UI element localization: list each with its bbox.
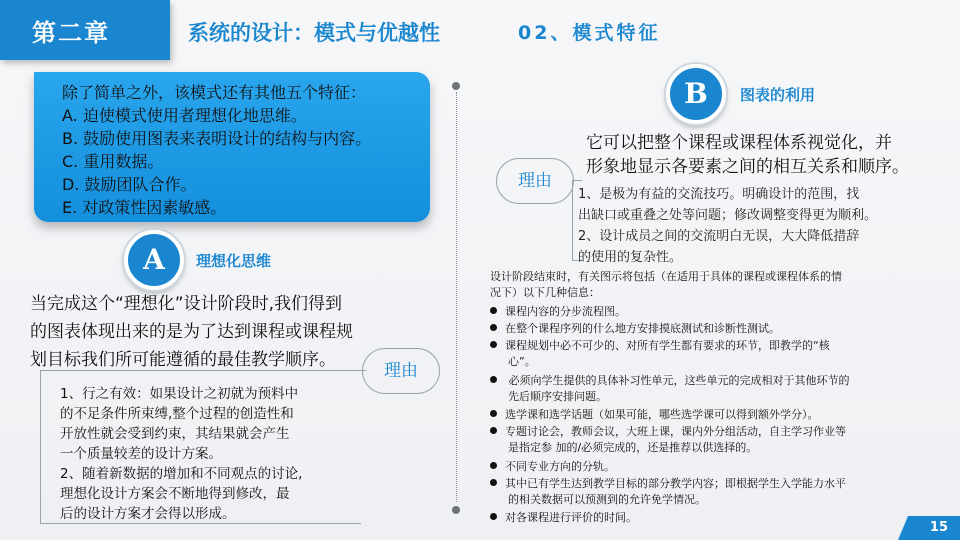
section-a-reason: 一个质量较差的设计方案。 xyxy=(60,446,222,462)
bullet-icon xyxy=(490,376,497,383)
section-b-reason: 2、设计成员之间的交流明白无误，大大降低措辞 xyxy=(578,229,860,244)
bullet-icon xyxy=(490,324,497,331)
chapter-tab xyxy=(0,0,170,60)
feature-item: C. 重用数据。 xyxy=(62,152,164,171)
diagram-info-list xyxy=(490,268,950,528)
features-box xyxy=(34,72,430,222)
bullet-icon xyxy=(490,307,497,314)
bullet-icon xyxy=(490,410,497,417)
list-item: 对各课程进行评价的时间。 xyxy=(490,509,637,525)
bullet-icon xyxy=(490,479,497,486)
list-item-cont: 先后顺序安排问题。 xyxy=(508,390,607,403)
list-intro: 设计阶段结束时，有关图示将包括（在适用于具体的课程或课程体系的情 xyxy=(490,270,842,283)
page-title: 系统的设计：模式与优越性 xyxy=(188,21,440,45)
feature-item: D. 鼓励团队合作。 xyxy=(62,175,197,194)
section-b-reason: 出缺口或重叠之处等问题；修改调整变得更为顺利。 xyxy=(578,208,878,223)
section-a-badge: A xyxy=(124,230,184,290)
section-a-body: 划目标我们所可能遵循的最佳教学顺序。 xyxy=(30,350,336,370)
divider-dot-top xyxy=(452,82,460,90)
list-item-cont: 是指定参 加的/必须完成的，还是推荐以供选择的。 xyxy=(508,441,758,454)
bracket-tick xyxy=(572,180,582,181)
page-number: 15 xyxy=(908,516,960,540)
section-a-reason: 2、随着新数据的增加和不同观点的讨论, xyxy=(60,466,303,482)
features-intro: 除了简单之外，该模式还有其他五个特征： xyxy=(62,83,367,102)
bullet-icon xyxy=(490,462,497,469)
page-subtitle: 02、模式特征 xyxy=(518,22,661,44)
chapter-label: 第二章 xyxy=(32,19,110,47)
list-item: 课程内容的分步流程图。 xyxy=(490,303,626,319)
section-a-reason: 理想化设计方案会不断地得到修改，最 xyxy=(60,486,290,502)
section-a-reason: 开放性就会受到约束，其结果就会产生 xyxy=(60,426,290,442)
feature-item: B. 鼓励使用图表来表明设计的结构与内容。 xyxy=(62,129,372,148)
section-a-body: 的图表体现出来的是为了达到课程或课程规 xyxy=(30,322,353,342)
section-b-reason: 的使用的复杂性。 xyxy=(578,250,683,265)
bullet-icon xyxy=(490,341,497,348)
section-b-title: 图表的利用 xyxy=(740,86,816,104)
feature-item: E. 对政策性因素敏感。 xyxy=(62,198,227,217)
bracket-tick xyxy=(354,370,366,371)
section-a-body: 当完成这个“理想化”设计阶段时,我们得到 xyxy=(30,294,343,314)
bullet-icon xyxy=(490,513,497,520)
list-item: 选学课和选学话题（如果可能，哪些选学课可以得到额外学分）。 xyxy=(490,406,819,422)
list-intro: 况下）以下几种信息： xyxy=(490,286,600,299)
section-b-body: 它可以把整个课程或课程体系视觉化，并 xyxy=(586,133,892,153)
list-item: 不同专业方向的分轨。 xyxy=(490,458,615,474)
section-b-badge: B xyxy=(666,64,726,124)
list-item: 在整个课程序列的什么地方安排摸底测试和诊断性测试。 xyxy=(490,320,780,336)
bullet-icon xyxy=(490,427,497,434)
section-a-reason-label: 理由 xyxy=(362,348,440,394)
section-a-reason: 1、行之有效：如果设计之初就为预料中 xyxy=(60,386,299,402)
section-a-reason: 的不足条件所束缚,整个过程的创造性和 xyxy=(60,406,294,422)
section-b-reason-label: 理由 xyxy=(496,158,574,204)
list-item-cont: 的相关数据可以预测到的允许免学情况。 xyxy=(508,493,706,506)
list-item: 必须向学生提供的具体补习性单元，这些单元的完成相对于其他环节的 xyxy=(490,372,850,388)
feature-item: A. 迫使模式使用者理想化地思维。 xyxy=(62,106,307,125)
section-a-reason: 后的设计方案才会得以形成。 xyxy=(60,506,236,522)
list-item: 专题讨论会，教师会议，大班上课，课内外分组活动，自主学习作业等 xyxy=(490,423,846,439)
list-item: 其中已有学生达到教学目标的部分教学内容；即根据学生入学能力水平 xyxy=(490,475,846,491)
divider-line xyxy=(456,92,457,502)
list-item: 课程规划中必不可少的、对所有学生都有要求的环节，即教学的“核 xyxy=(490,337,830,353)
section-b-reason: 1、是极为有益的交流技巧。明确设计的范围，找 xyxy=(578,187,860,202)
list-item-cont: 心”。 xyxy=(508,355,536,368)
section-b-bracket xyxy=(572,180,573,260)
section-b-body: 形象地显示各要素之间的相互关系和顺序。 xyxy=(586,157,909,177)
section-a-title: 理想化思维 xyxy=(196,252,272,270)
divider-dot-bottom xyxy=(452,506,460,514)
